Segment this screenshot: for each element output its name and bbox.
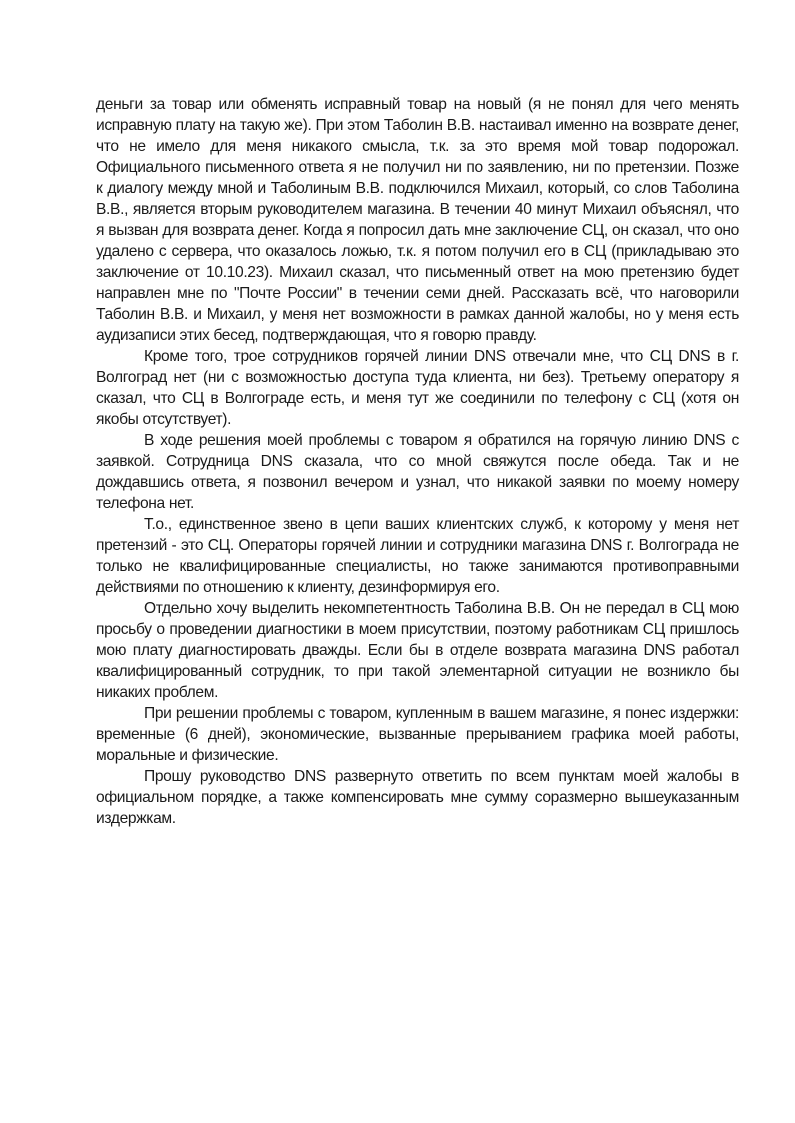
- paragraph-costs: При решении проблемы с товаром, купленным в вашем магазине, я понес издержки: временные (6 дней), экономические, вызванные прерыванием графика моей работы, моральные и физические.: [96, 705, 739, 764]
- paragraph-return-dispute: деньги за товар или обменять исправный товар на новый (я не понял для чего менять исправную плату на такую же). При этом Таболин В.В. настаивал именно на возврате денег, что не имело для меня никакого смысла, т.к. за это время мой товар подорожал. Официального письменного ответа я не получил ни по заявлению, ни по претензии. Позже к диалогу между мной и Таболиным В.В. подключился Михаил, который, со слов Таболина В.В., является вторым руководителем магазина. В течении 40 минут Михаил объяснял, что я вызван для возврата денег. Когда я попросил дать мне заключение СЦ, он сказал, что оно удалено с сервера, что оказалось ложью, т.к. я потом получил его в СЦ (прикладываю это заключение от 10.10.23). Михаил сказал, что письменный ответ на мою претензию будет направлен мне по "Почте России" в течении семи дней. Рассказать всё, что наговорили Таболин В.В. и Михаил, у меня нет возможности в рамках данной жалобы, но у меня есть аудизаписи этих бесед, подтверждающая, что я говорю правду.: [96, 96, 739, 344]
- paragraph-service-chain: Т.о., единственное звено в цепи ваших клиентских служб, к которому у меня нет претензий - это СЦ. Операторы горячей линии и сотрудники магазина DNS г. Волгограда не только не квалифицированные специалисты, но также занимаются противоправными действиями по отношению к клиенту, дезинформируя его.: [96, 516, 739, 596]
- paragraph-request: Прошу руководство DNS развернуто ответить по всем пунктам моей жалобы в официальном порядке, а также компенсировать мне сумму соразмерно вышеуказанным издержкам.: [96, 768, 739, 827]
- paragraph-hotline-request: В ходе решения моей проблемы с товаром я обратился на горячую линию DNS с заявкой. Сотрудница DNS сказала, что со мной свяжутся после обеда. Так и не дождавшись ответа, я позвонил вечером и узнал, что никакой заявки по моему номеру телефона нет.: [96, 432, 739, 512]
- paragraph-incompetence: Отдельно хочу выделить некомпетентность Таболина В.В. Он не передал в СЦ мою просьбу о проведении диагностики в моем присутствии, поэтому работникам СЦ пришлось мою плату диагностировать дважды. Если бы в отделе возврата магазина DNS работал квалифицированный сотрудник, то при такой элементарной ситуации не возникло бы никаких проблем.: [96, 600, 739, 701]
- document-page: [96, 94, 739, 829]
- paragraph-hotline-misinformation: Кроме того, трое сотрудников горячей линии DNS отвечали мне, что СЦ DNS в г. Волгоград нет (ни с возможностью доступа туда клиента, ни без). Третьему оператору я сказал, что СЦ в Волгограде есть, и меня тут же соединили по телефону с СЦ (хотя он якобы отсутствует).: [96, 348, 739, 428]
